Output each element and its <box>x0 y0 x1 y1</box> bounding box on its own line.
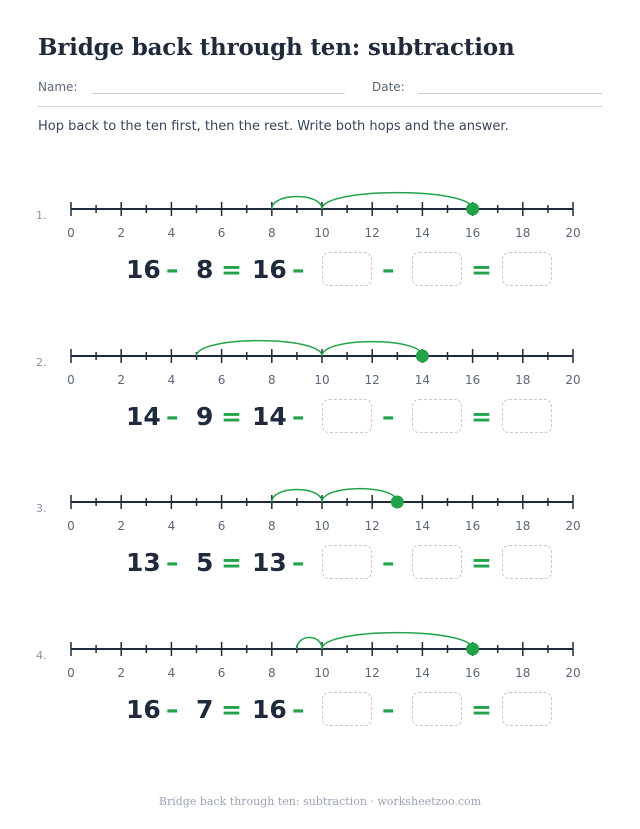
minuend-repeat: 14 <box>252 401 287 431</box>
equals-sign: = <box>471 694 492 724</box>
answer-box-first-hop[interactable] <box>322 692 372 726</box>
tick-label: 0 <box>67 665 75 680</box>
answer-box-result[interactable] <box>502 252 552 286</box>
answer-box-second-hop[interactable] <box>412 545 462 579</box>
tick-label: 18 <box>515 372 531 387</box>
subtrahend: 5 <box>196 548 214 577</box>
tick-label: 16 <box>464 519 481 533</box>
name-field[interactable] <box>92 93 345 94</box>
tick-label: 0 <box>67 226 75 240</box>
tick-label: 2 <box>117 372 126 387</box>
minuend: 13 <box>126 548 161 577</box>
start-point-dot <box>416 349 429 362</box>
equals-sign: = <box>471 401 492 431</box>
minuend-repeat: 16 <box>252 694 287 724</box>
date-field[interactable] <box>418 93 602 94</box>
minus-sign: – <box>382 401 395 431</box>
footer: Bridge back through ten: subtraction · worksheetzoo.com <box>158 795 482 808</box>
equals-sign: = <box>221 401 242 431</box>
problem-item <box>0 477 640 597</box>
start-point-dot <box>466 642 479 655</box>
tick-label: 0 <box>67 372 75 387</box>
problem-item <box>0 331 640 451</box>
minus-sign: – <box>292 401 305 431</box>
header-divider <box>38 106 602 107</box>
answer-box-result[interactable] <box>502 399 552 433</box>
tick-label: 20 <box>565 665 581 680</box>
minuend: 16 <box>126 694 161 724</box>
tick-label: 4 <box>167 226 176 240</box>
minus-sign: – <box>166 548 179 577</box>
tick-label: 8 <box>267 226 276 240</box>
minus-sign: – <box>382 694 395 724</box>
tick-label: 2 <box>117 519 126 533</box>
tick-label: 2 <box>117 226 126 240</box>
subtrahend: 9 <box>196 401 214 431</box>
tick-label: 8 <box>267 665 276 680</box>
problem-number: 1. <box>36 209 47 222</box>
answer-box-second-hop[interactable] <box>412 692 462 726</box>
minus-sign: – <box>166 401 179 431</box>
instructions: Hop back to the ten first, then the rest. Write both hops and the answer. <box>38 119 509 134</box>
problem-number: 3. <box>36 502 47 515</box>
tick-label: 20 <box>565 519 581 533</box>
start-point-dot <box>466 203 479 216</box>
equals-sign: = <box>471 255 492 284</box>
tick-label: 16 <box>464 372 481 387</box>
minus-sign: – <box>292 255 305 284</box>
tick-label: 12 <box>364 226 380 240</box>
tick-label: 12 <box>364 519 380 533</box>
equals-sign: = <box>221 548 242 577</box>
tick-label: 6 <box>217 519 226 533</box>
tick-label: 14 <box>414 372 431 387</box>
answer-box-result[interactable] <box>502 545 552 579</box>
minus-sign: – <box>382 548 395 577</box>
minuend-repeat: 16 <box>252 255 287 284</box>
minuend: 16 <box>126 255 161 284</box>
minus-sign: – <box>382 255 395 284</box>
equals-sign: = <box>471 548 492 577</box>
tick-label: 4 <box>167 372 176 387</box>
tick-label: 14 <box>414 226 431 240</box>
problem-item <box>0 184 640 304</box>
tick-label: 12 <box>364 372 380 387</box>
equals-sign: = <box>221 255 242 284</box>
hop-arc-to-ten <box>322 489 397 502</box>
tick-label: 18 <box>515 665 531 680</box>
tick-label: 16 <box>464 665 481 680</box>
answer-box-first-hop[interactable] <box>322 252 372 286</box>
answer-box-first-hop[interactable] <box>322 545 372 579</box>
problem-number: 4. <box>36 648 47 662</box>
tick-label: 20 <box>565 372 581 387</box>
page-title: Bridge back through ten: subtraction <box>38 34 515 61</box>
tick-label: 8 <box>267 519 276 533</box>
tick-label: 10 <box>314 519 330 533</box>
equals-sign: = <box>221 694 242 724</box>
number-line <box>0 477 640 537</box>
minus-sign: – <box>292 548 305 577</box>
problem-item <box>0 624 640 744</box>
tick-label: 2 <box>117 665 126 680</box>
number-line <box>0 184 640 244</box>
subtrahend: 7 <box>196 694 214 724</box>
answer-box-second-hop[interactable] <box>412 399 462 433</box>
tick-label: 6 <box>217 372 226 387</box>
tick-label: 4 <box>167 519 176 533</box>
answer-box-result[interactable] <box>502 692 552 726</box>
tick-label: 14 <box>414 519 431 533</box>
tick-label: 20 <box>565 226 581 240</box>
answer-box-second-hop[interactable] <box>412 252 462 286</box>
answer-box-first-hop[interactable] <box>322 399 372 433</box>
minuend: 14 <box>126 401 161 431</box>
number-line <box>0 331 640 391</box>
subtrahend: 8 <box>196 255 214 284</box>
problem-number: 2. <box>36 355 47 369</box>
tick-label: 10 <box>314 226 330 240</box>
tick-label: 10 <box>314 665 330 680</box>
tick-label: 0 <box>67 519 75 533</box>
start-point-dot <box>391 496 404 509</box>
minus-sign: – <box>166 694 179 724</box>
tick-label: 6 <box>217 665 226 680</box>
tick-label: 16 <box>464 226 481 240</box>
hop-arc-rest <box>297 637 322 648</box>
tick-label: 8 <box>267 372 276 387</box>
minus-sign: – <box>166 255 179 284</box>
tick-label: 10 <box>314 372 330 387</box>
number-line <box>0 624 640 684</box>
hop-arc-rest <box>197 340 323 355</box>
tick-label: 6 <box>217 226 226 240</box>
date-label: Date: <box>372 80 405 94</box>
tick-label: 12 <box>364 665 380 680</box>
minus-sign: – <box>292 694 305 724</box>
tick-label: 18 <box>515 519 531 533</box>
name-label: Name: <box>38 80 78 94</box>
tick-label: 14 <box>414 665 431 680</box>
tick-label: 18 <box>515 226 531 240</box>
minuend-repeat: 13 <box>252 548 287 577</box>
tick-label: 4 <box>167 665 176 680</box>
